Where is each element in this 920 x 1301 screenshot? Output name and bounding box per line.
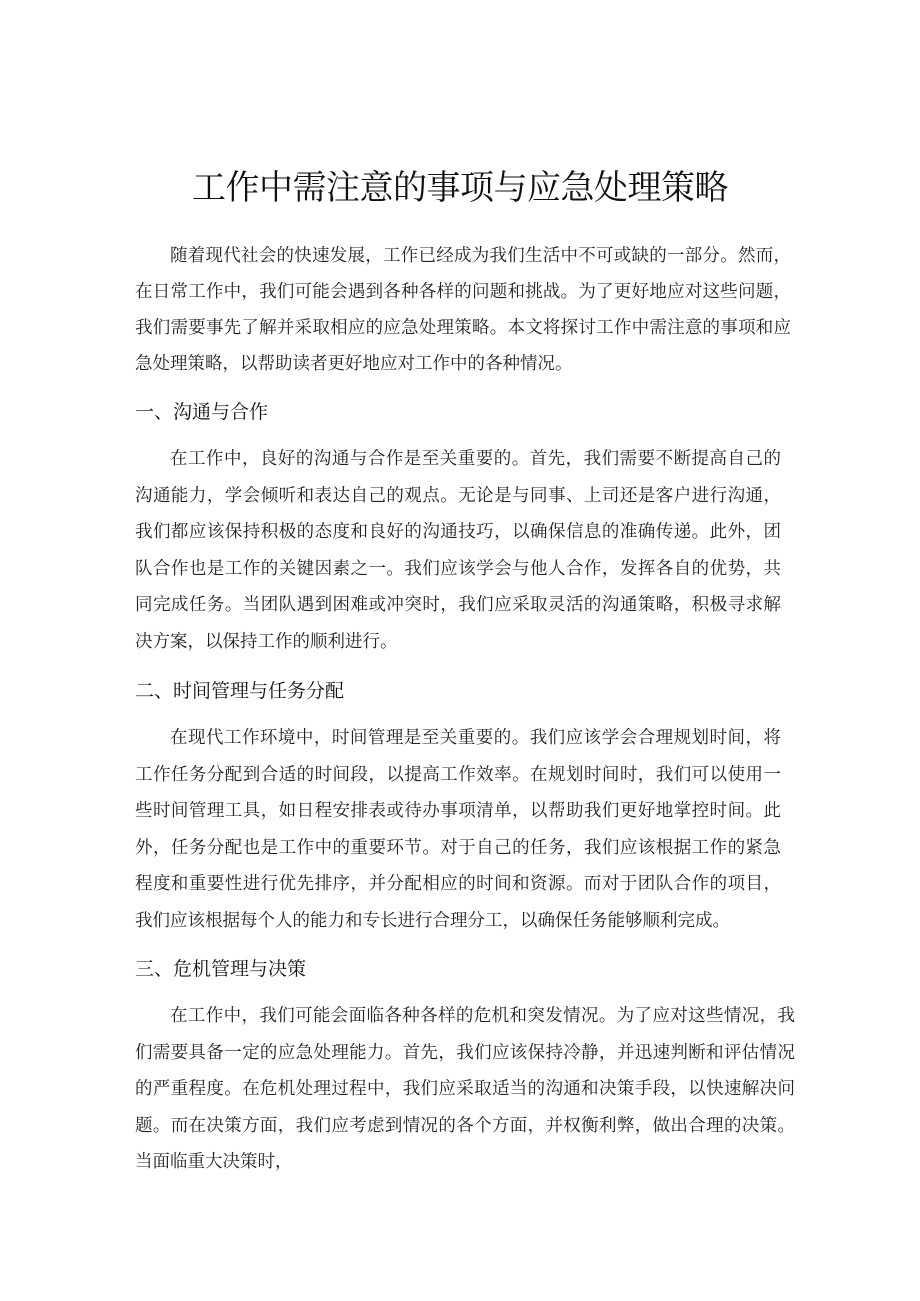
section-body-communication: 在工作中，良好的沟通与合作是至关重要的。首先，我们需要不断提高自己的沟通能力，学会倾听和表达自己的观点。无论是与同事、上司还是客户进行沟通，我们都应该保持积极的态度和良好的沟通技巧，以确保信息的准确传递。此外，团队合作也是工作的关键因素之一。我们应该学会与他人合作，发挥各自的优势，共同完成任务。当团队遇到困难或冲突时，我们应采取灵活的沟通策略，积极寻求解决方案，以保持工作的顺利进行。	[135, 449, 781, 652]
section-heading-time-management: 二、时间管理与任务分配	[135, 681, 345, 702]
section-heading-crisis-management: 三、危机管理与决策	[135, 959, 307, 980]
section-body-crisis-management: 在工作中，我们可能会面临各种各样的危机和突发情况。为了应对这些情况，我们需要具备一定的应急处理能力。首先，我们应该保持冷静，并迅速判断和评估情况的严重程度。在危机处理过程中，我们应采取适当的沟通和决策手段，以快速解决问题。而在决策方面，我们应考虑到情况的各个方面，并权衡利弊，做出合理的决策。当面临重大决策时，	[135, 1006, 795, 1172]
section-body-time-management: 在现代工作环境中，时间管理是至关重要的。我们应该学会合理规划时间，将工作任务分配到合适的时间段，以提高工作效率。在规划时间时，我们可以使用一些时间管理工具，如日程安排表或待办事项清单，以帮助我们更好地掌控时间。此外，任务分配也是工作中的重要环节。对于自己的任务，我们应该根据工作的紧急程度和重要性进行优先排序，并分配相应的时间和资源。而对于团队合作的项目，我们应该根据每个人的能力和专长进行合理分工，以确保任务能够顺利完成。	[135, 728, 781, 931]
intro-paragraph: 随着现代社会的快速发展，工作已经成为我们生活中不可或缺的一部分。然而，在日常工作中，我们可能会遇到各种各样的问题和挑战。为了更好地应对这些问题，我们需要事先了解并采取相应的应急处理策略。本文将探讨工作中需注意的事项和应急处理策略，以帮助读者更好地应对工作中的各种情况。	[135, 246, 791, 374]
section-heading-communication: 一、沟通与合作	[135, 402, 269, 423]
document-title: 工作中需注意的事项与应急处理策略	[192, 169, 728, 207]
